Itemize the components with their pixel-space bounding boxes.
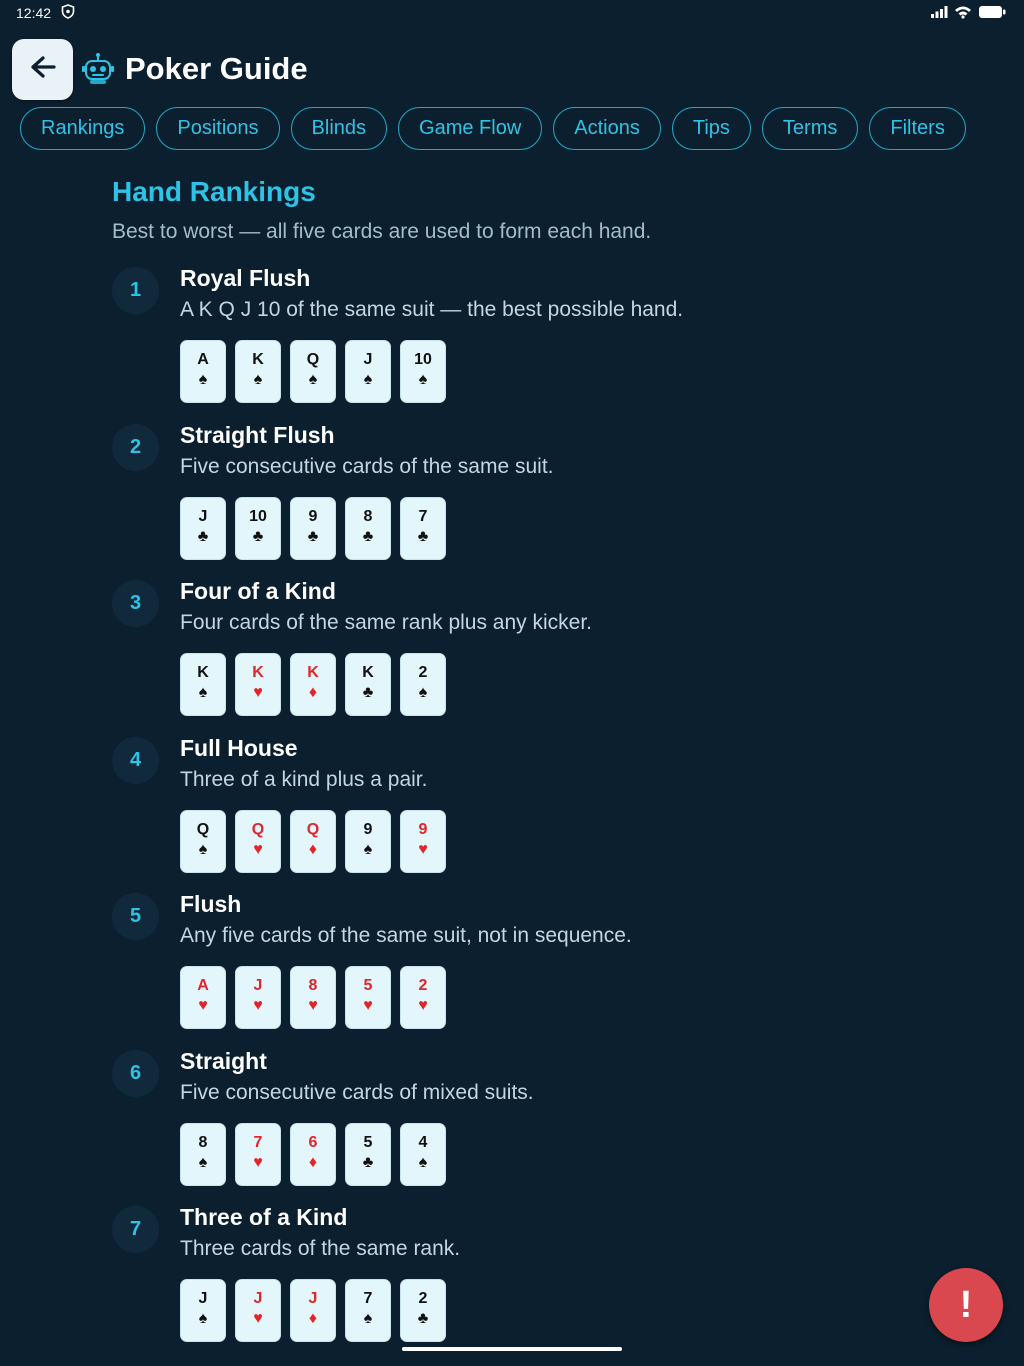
card-suit-icon: ♠: [418, 371, 428, 388]
app-title: Poker Guide: [125, 51, 308, 86]
playing-card: [345, 653, 391, 716]
playing-card: [235, 340, 281, 403]
card-rank: 9: [363, 820, 373, 838]
card-suit-icon: ♥: [418, 840, 428, 858]
hand-description: Three of a kind plus a pair.: [180, 767, 428, 791]
card-suit-icon: ♠: [198, 840, 208, 858]
playing-card: [180, 1123, 226, 1186]
hand-description: Four cards of the same rank plus any kicker.: [180, 611, 593, 634]
card-suit-icon: ♠: [198, 1310, 208, 1327]
playing-card: [290, 1279, 336, 1342]
hand-rank-badge: 1: [112, 267, 159, 314]
card-suit-icon: ♣: [362, 527, 374, 545]
hand-description: Five consecutive cards of mixed suits.: [180, 1080, 534, 1104]
tab-positions[interactable]: Positions: [156, 107, 279, 150]
card-suit-icon: ♠: [363, 1310, 373, 1327]
hand-item: [112, 1045, 912, 1202]
card-suit-icon: ♠: [198, 684, 208, 701]
hand-rank-badge: 4: [112, 737, 159, 784]
card-suit-icon: ♦: [308, 1153, 318, 1171]
status-time: 12:42: [16, 5, 52, 21]
section-title: Hand Rankings: [112, 176, 316, 207]
status-right: [930, 5, 1006, 22]
playing-card: [400, 1279, 446, 1342]
playing-card: [290, 966, 336, 1029]
playing-card: [400, 810, 446, 873]
playing-card: [290, 340, 336, 403]
hand-name: Straight: [180, 1047, 267, 1074]
playing-card: [180, 340, 226, 403]
playing-card: [345, 966, 391, 1029]
card-suit-icon: ♣: [307, 527, 319, 545]
hand-description: Three cards of the same rank.: [180, 1237, 461, 1260]
card-rank: K: [362, 664, 374, 681]
playing-card: [345, 497, 391, 560]
card-rank: A: [197, 351, 209, 368]
hand-name: Flush: [180, 891, 242, 917]
card-rank: 2: [418, 1290, 428, 1307]
card-suit-icon: ♥: [253, 1310, 263, 1327]
app-header: [12, 38, 308, 100]
playing-card: [345, 340, 391, 403]
card-rank: 2: [418, 664, 428, 681]
playing-card: [400, 1123, 446, 1186]
tab-blinds[interactable]: Blinds: [291, 107, 387, 150]
card-suit-icon: ♣: [362, 1153, 374, 1171]
card-row: [180, 966, 446, 1029]
back-button[interactable]: [12, 39, 73, 100]
signal-icon: [930, 5, 948, 22]
hand-item: [112, 1201, 912, 1358]
card-rank: Q: [251, 820, 265, 838]
card-rank: J: [308, 1290, 318, 1307]
tab-actions[interactable]: Actions: [553, 107, 661, 150]
wifi-icon: [954, 5, 972, 22]
playing-card: [180, 497, 226, 560]
card-rank: 4: [418, 1133, 428, 1151]
robot-icon: [81, 52, 115, 86]
status-left: [16, 4, 75, 22]
playing-card: [345, 1279, 391, 1342]
card-rank: 8: [198, 1133, 208, 1151]
card-rank: 6: [308, 1133, 318, 1151]
tab-bar: [20, 107, 1010, 150]
tab-game-flow[interactable]: Game Flow: [398, 107, 542, 150]
card-suit-icon: ♠: [198, 1153, 208, 1171]
playing-card: [400, 653, 446, 716]
card-suit-icon: ♣: [417, 1310, 429, 1327]
card-suit-icon: ♥: [253, 684, 263, 701]
card-suit-icon: ♠: [363, 840, 373, 858]
card-suit-icon: ♠: [308, 371, 318, 388]
card-rank: 7: [363, 1290, 373, 1307]
playing-card: [400, 966, 446, 1029]
card-rank: A: [197, 977, 209, 994]
hand-rank-badge: 3: [112, 580, 159, 627]
hand-list: [112, 262, 912, 1358]
card-suit-icon: ♦: [308, 840, 318, 858]
card-rank: Q: [306, 351, 320, 368]
card-rank: Q: [196, 820, 210, 838]
card-suit-icon: ♥: [253, 840, 263, 858]
card-rank: J: [198, 507, 208, 525]
card-suit-icon: ♠: [253, 371, 263, 388]
card-row: [180, 1279, 446, 1342]
playing-card: [290, 1123, 336, 1186]
section-subtitle: Best to worst — all five cards are used to form each hand.: [112, 220, 652, 243]
card-suit-icon: ♠: [363, 371, 373, 388]
card-rank: 2: [418, 977, 428, 994]
card-suit-icon: ♣: [417, 527, 429, 545]
card-suit-icon: ♣: [252, 527, 264, 545]
playing-card: [290, 497, 336, 560]
card-rank: Q: [306, 820, 320, 838]
hand-item: [112, 888, 912, 1045]
card-rank: K: [252, 351, 264, 368]
battery-icon: [978, 5, 1006, 22]
hand-item: [112, 262, 912, 419]
card-rank: J: [253, 977, 263, 994]
card-rank: K: [197, 664, 209, 681]
arrow-left-icon: [29, 55, 57, 84]
card-suit-icon: ♦: [308, 1310, 318, 1327]
playing-card: [235, 653, 281, 716]
home-indicator[interactable]: [402, 1347, 622, 1351]
tab-terms[interactable]: Terms: [762, 107, 858, 150]
playing-card: [235, 1279, 281, 1342]
hand-name: Three of a Kind: [180, 1204, 348, 1230]
card-row: [180, 1123, 446, 1186]
playing-card: [235, 497, 281, 560]
card-rank: 7: [253, 1133, 263, 1151]
hand-item: [112, 419, 912, 576]
playing-card: [235, 810, 281, 873]
hand-rank-badge: 6: [112, 1050, 159, 1097]
playing-card: [345, 1123, 391, 1186]
report-button[interactable]: [929, 1268, 1003, 1342]
card-row: [180, 497, 446, 560]
card-rank: 7: [418, 507, 428, 525]
card-suit-icon: ♦: [308, 684, 318, 701]
hand-name: Royal Flush: [180, 265, 311, 291]
playing-card: [400, 497, 446, 560]
card-suit-icon: ♥: [253, 1153, 263, 1171]
card-rank: 9: [308, 507, 318, 525]
shield-icon: [61, 4, 75, 22]
playing-card: [290, 810, 336, 873]
tab-rankings[interactable]: Rankings: [20, 107, 145, 150]
card-row: [180, 810, 446, 873]
card-rank: K: [307, 664, 319, 681]
hand-description: Five consecutive cards of the same suit.: [180, 454, 554, 478]
card-suit-icon: ♠: [418, 1153, 428, 1171]
playing-card: [180, 653, 226, 716]
card-suit-icon: ♥: [363, 997, 373, 1014]
playing-card: [235, 1123, 281, 1186]
card-suit-icon: ♠: [198, 371, 208, 388]
card-rank: 10: [249, 507, 267, 525]
playing-card: [235, 966, 281, 1029]
hand-item: [112, 575, 912, 732]
card-rank: 10: [414, 351, 432, 368]
card-rank: K: [252, 664, 264, 681]
card-rank: 5: [363, 1133, 373, 1151]
card-suit-icon: ♥: [253, 997, 263, 1014]
card-rank: J: [198, 1290, 208, 1307]
hand-description: Any five cards of the same suit, not in sequence.: [180, 924, 632, 947]
card-suit-icon: ♣: [197, 527, 209, 545]
card-rank: 9: [418, 820, 428, 838]
card-rank: 8: [308, 977, 318, 994]
card-suit-icon: ♥: [198, 997, 208, 1014]
exclamation-icon: !: [959, 1283, 973, 1326]
status-bar: [0, 0, 1024, 26]
card-suit-icon: ♥: [308, 997, 318, 1014]
playing-card: [290, 653, 336, 716]
card-suit-icon: ♠: [418, 684, 428, 701]
card-rank: 8: [363, 507, 373, 525]
tab-filters[interactable]: Filters: [869, 107, 965, 150]
card-suit-icon: ♣: [362, 684, 374, 701]
card-row: [180, 653, 446, 716]
card-rank: J: [253, 1290, 263, 1307]
card-row: [180, 340, 446, 403]
playing-card: [180, 1279, 226, 1342]
hand-item: [112, 732, 912, 889]
tab-tips[interactable]: Tips: [672, 107, 751, 150]
hand-description: A K Q J 10 of the same suit — the best possible hand.: [180, 298, 684, 321]
card-suit-icon: ♥: [418, 997, 428, 1014]
hand-rank-badge: 5: [112, 893, 159, 940]
card-rank: J: [363, 351, 373, 368]
playing-card: [400, 340, 446, 403]
hand-name: Four of a Kind: [180, 578, 336, 604]
playing-card: [180, 810, 226, 873]
hand-name: Full House: [180, 734, 298, 761]
hand-rank-badge: 7: [112, 1206, 159, 1253]
playing-card: [180, 966, 226, 1029]
card-rank: 5: [363, 977, 373, 994]
hand-rank-badge: 2: [112, 424, 159, 471]
playing-card: [345, 810, 391, 873]
hand-name: Straight Flush: [180, 421, 335, 448]
